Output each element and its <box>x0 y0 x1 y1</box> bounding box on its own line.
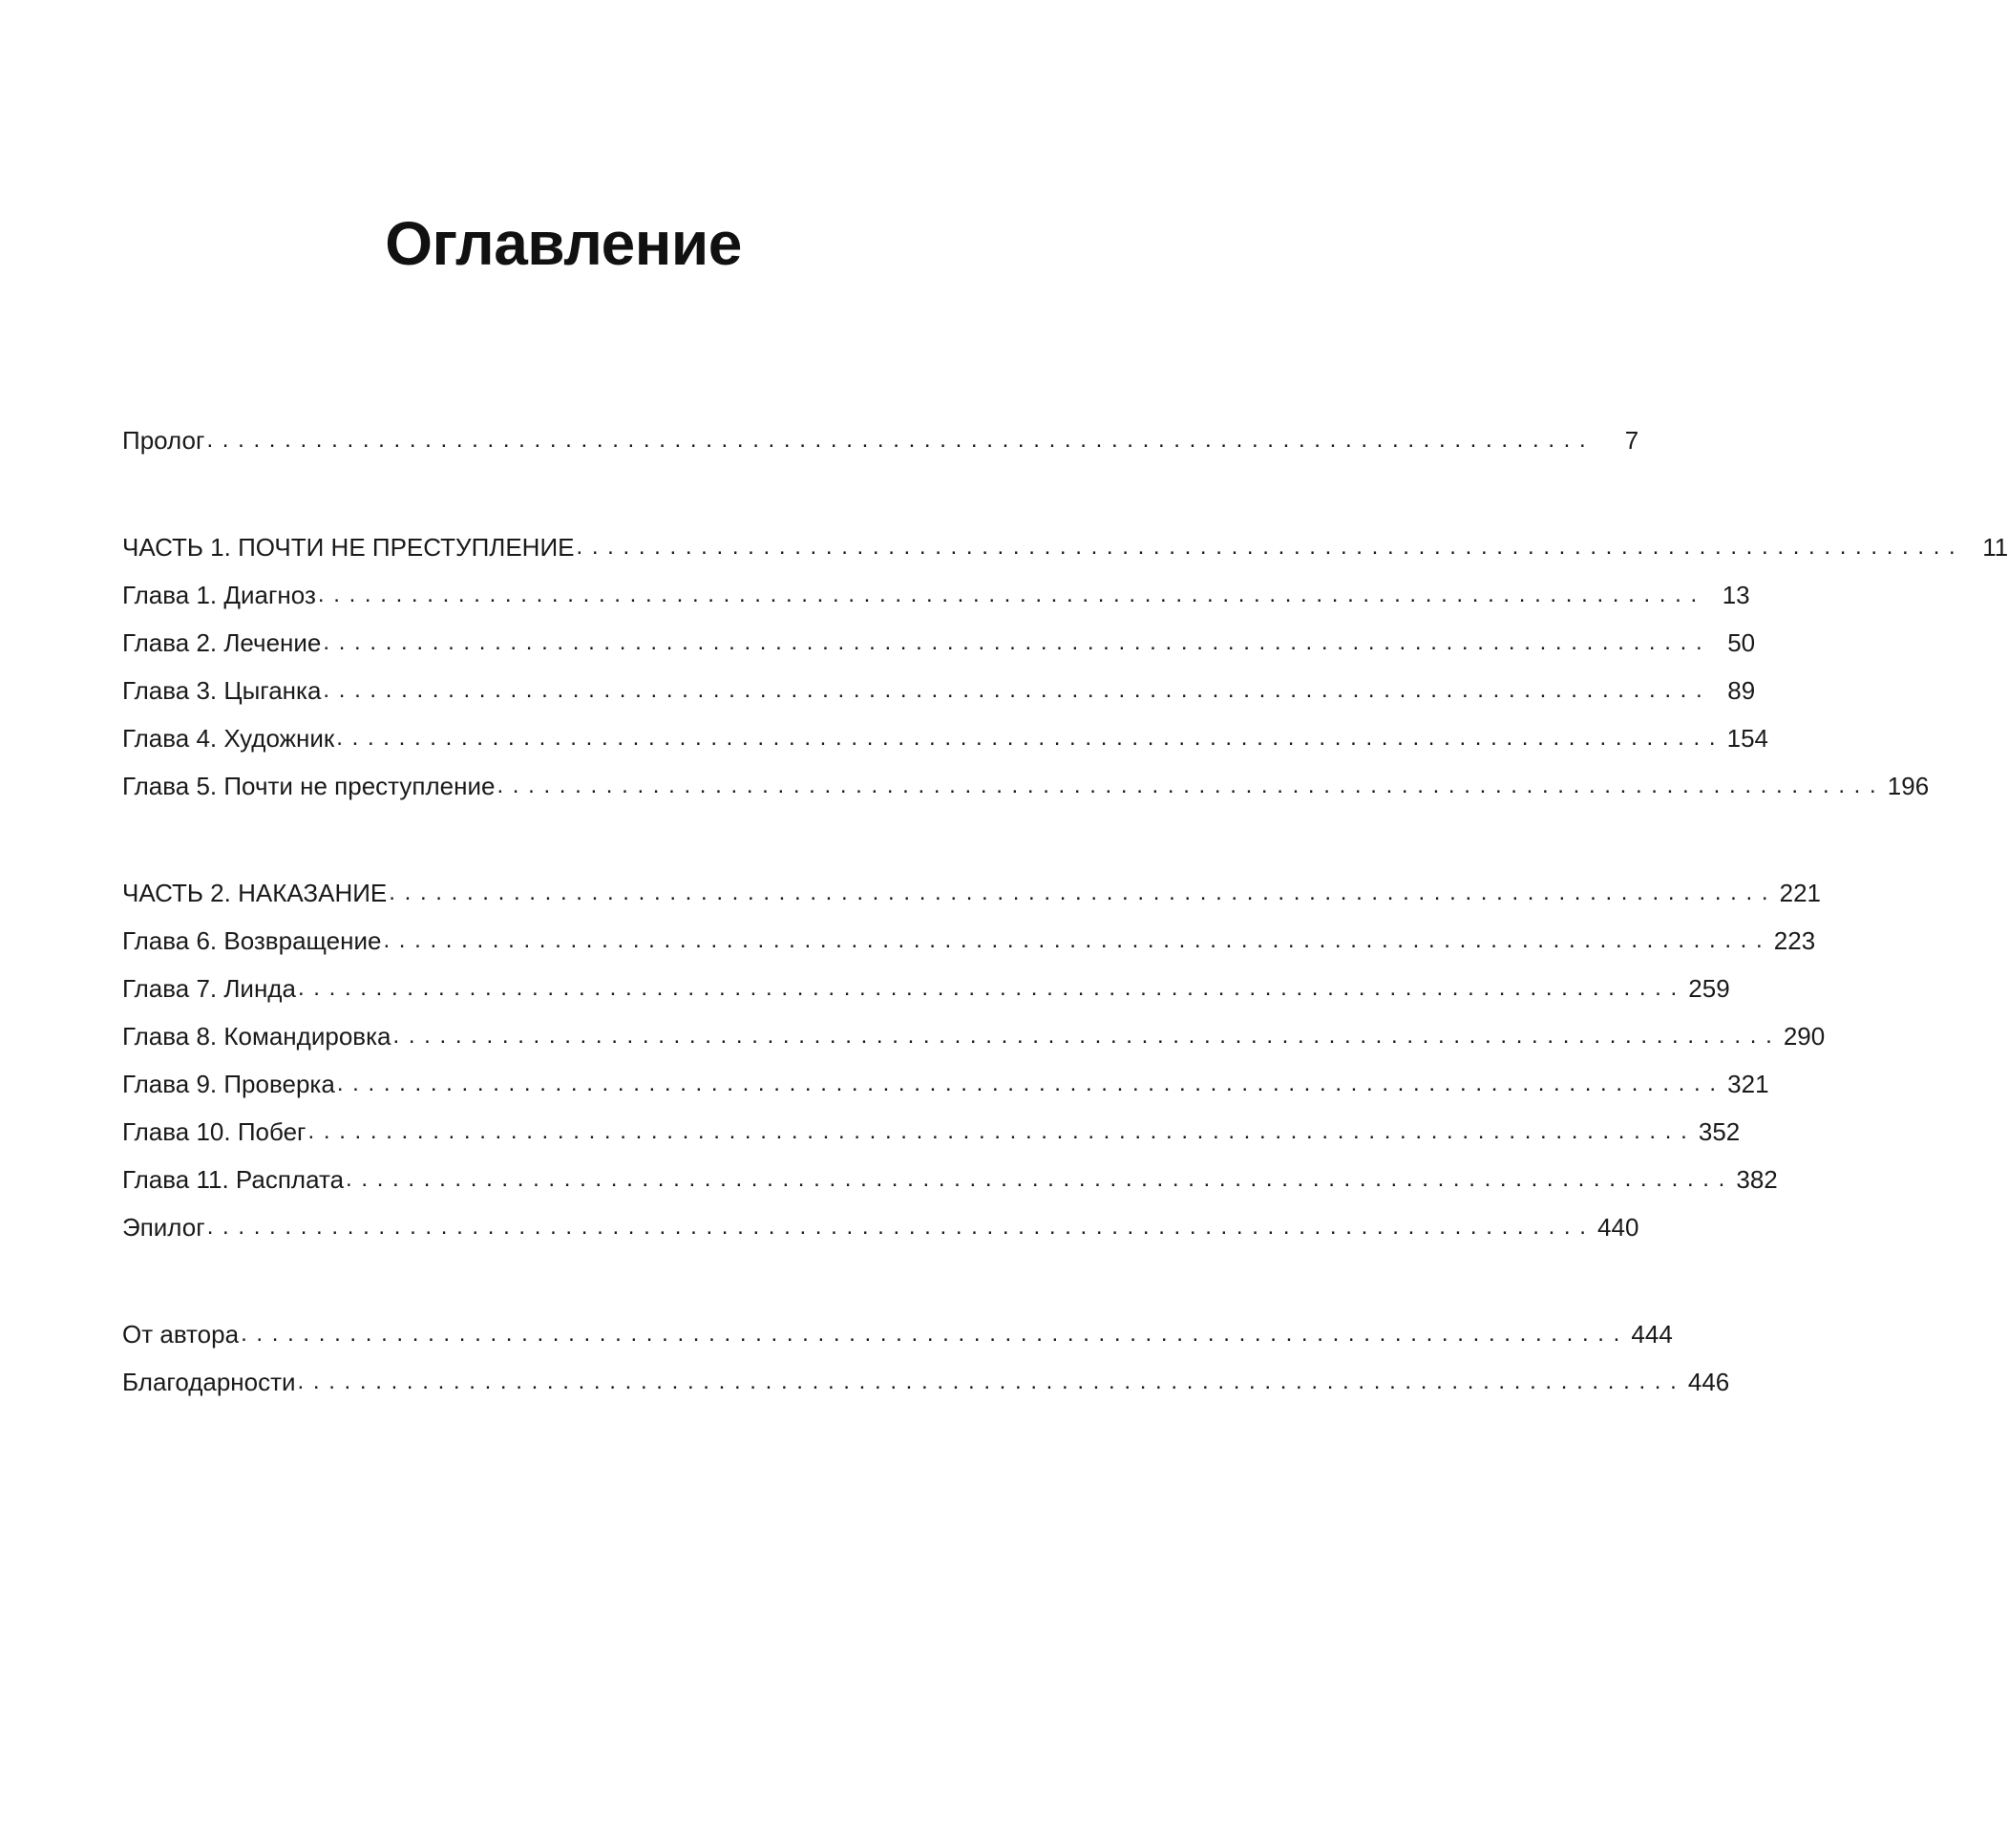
toc-entry[interactable] <box>122 1165 1778 1215</box>
toc-entry-page-number: 89 <box>1727 676 1756 705</box>
toc-entry-label: Глава 9. Проверка <box>122 1070 335 1098</box>
toc-leader-dots: . . . . . . . . . . . . . . . . . . . . . . . . . . . . . . . . . . . . . . . . . . . . . . . . . . . . . . . . . . . . . . . . . . . . . . . . . . . . . . . . . . . . . . . . . <box>241 1321 1621 1347</box>
toc-entry[interactable] <box>122 926 1816 976</box>
toc-entry-page-number: 50 <box>1727 628 1756 657</box>
toc-entry-label: Пролог <box>122 426 205 455</box>
toc-group-back-matter-group <box>122 1320 1730 1417</box>
toc-entry-label: Глава 6. Возвращение <box>122 926 382 955</box>
table-of-contents <box>122 426 2008 1417</box>
toc-entry-label: ЧАСТЬ 2. НАКАЗАНИЕ <box>122 879 388 907</box>
toc-entry[interactable] <box>122 426 1639 476</box>
toc-entry[interactable] <box>122 581 1750 630</box>
toc-leader-dots: . . . . . . . . . . . . . . . . . . . . . . . . . . . . . . . . . . . . . . . . . . . . . . . . . . . . . . . . . . . . . . . . . . . . . . . . . . . . . . . . . . . . . . . . . <box>206 427 1588 453</box>
toc-leader-dots: . . . . . . . . . . . . . . . . . . . . . . . . . . . . . . . . . . . . . . . . . . . . . . . . . . . . . . . . . . . . . . . . . . . . . . . . . . . . . . . . . . . . . . . . . <box>392 1023 1774 1049</box>
toc-entry[interactable] <box>122 879 1821 928</box>
toc-leader-dots: . . . . . . . . . . . . . . . . . . . . . . . . . . . . . . . . . . . . . . . . . . . . . . . . . . . . . . . . . . . . . . . . . . . . . . . . . . . . . . . . . . . . . . . . . <box>206 1214 1588 1240</box>
toc-entry-label: Глава 11. Расплата <box>122 1165 345 1194</box>
toc-entry-label: Глава 10. Побег <box>122 1117 306 1146</box>
toc-leader-dots: . . . . . . . . . . . . . . . . . . . . . . . . . . . . . . . . . . . . . . . . . . . . . . . . . . . . . . . . . . . . . . . . . . . . . . . . . . . . . . . . . . . . . . . . . <box>497 773 1878 798</box>
toc-entry-page-number: 440 <box>1597 1213 1639 1242</box>
toc-entry-label: Глава 7. Линда <box>122 974 296 1003</box>
toc-entry[interactable] <box>122 1368 1730 1417</box>
toc-leader-dots: . . . . . . . . . . . . . . . . . . . . . . . . . . . . . . . . . . . . . . . . . . . . . . . . . . . . . . . . . . . . . . . . . . . . . . . . . . . . . . . . . . . . . . . . . <box>389 880 1769 905</box>
toc-entry-page-number: 259 <box>1688 974 1730 1003</box>
toc-entry[interactable] <box>122 1022 1826 1072</box>
toc-group-part-1-group <box>122 533 2008 821</box>
toc-entry-page-number: 223 <box>1773 926 1816 955</box>
toc-entry-page-number: 154 <box>1726 724 1768 753</box>
toc-entry-label: Глава 8. Командировка <box>122 1022 391 1051</box>
toc-entry-label: Глава 1. Диагноз <box>122 581 316 609</box>
toc-leader-dots: . . . . . . . . . . . . . . . . . . . . . . . . . . . . . . . . . . . . . . . . . . . . . . . . . . . . . . . . . . . . . . . . . . . . . . . . . . . . . . . . . . . . . . . . . <box>346 1166 1726 1192</box>
toc-entry-label: Глава 5. Почти не преступление <box>122 772 496 800</box>
toc-entry-page-number: 382 <box>1736 1165 1778 1194</box>
toc-entry[interactable] <box>122 628 1756 678</box>
toc-group-prolog-group <box>122 426 1639 476</box>
toc-group-part-2-group <box>122 879 1826 1263</box>
toc-entry[interactable] <box>122 1070 1769 1119</box>
toc-entry-page-number: 7 <box>1624 426 1639 455</box>
toc-entry[interactable] <box>122 1320 1673 1370</box>
toc-entry[interactable] <box>122 1117 1741 1167</box>
toc-group-gap <box>122 821 924 881</box>
toc-leader-dots: . . . . . . . . . . . . . . . . . . . . . . . . . . . . . . . . . . . . . . . . . . . . . . . . . . . . . . . . . . . . . . . . . . . . . . . . . . . . . . . . . . . . . . . . . <box>297 1369 1679 1394</box>
toc-entry-page-number: 13 <box>1722 581 1750 609</box>
toc-entry-page-number: 11 <box>1982 533 2008 562</box>
toc-leader-dots: . . . . . . . . . . . . . . . . . . . . . . . . . . . . . . . . . . . . . . . . . . . . . . . . . . . . . . . . . . . . . . . . . . . . . . . . . . . . . . . . . . . . . . . . . <box>323 677 1704 703</box>
toc-entry[interactable] <box>122 724 1768 774</box>
toc-entry-page-number: 196 <box>1887 772 1930 800</box>
toc-entry[interactable] <box>122 1213 1639 1263</box>
toc-leader-dots: . . . . . . . . . . . . . . . . . . . . . . . . . . . . . . . . . . . . . . . . . . . . . . . . . . . . . . . . . . . . . . . . . . . . . . . . . . . . . . . . . . . . . . . . . <box>323 629 1704 655</box>
toc-entry[interactable] <box>122 676 1756 726</box>
toc-entry-label: ЧАСТЬ 1. ПОЧТИ НЕ ПРЕСТУПЛЕНИЕ <box>122 533 575 562</box>
toc-entry-label: Эпилог <box>122 1213 205 1242</box>
toc-leader-dots: . . . . . . . . . . . . . . . . . . . . . . . . . . . . . . . . . . . . . . . . . . . . . . . . . . . . . . . . . . . . . . . . . . . . . . . . . . . . . . . . . . . . . . . . . <box>383 927 1765 953</box>
toc-entry[interactable] <box>122 974 1730 1024</box>
toc-entry-label: Глава 2. Лечение <box>122 628 322 657</box>
page-title: Оглавление <box>385 209 742 278</box>
toc-entry-page-number: 290 <box>1783 1022 1826 1051</box>
toc-entry-label: Глава 4. Художник <box>122 724 335 753</box>
toc-entry-page-number: 352 <box>1698 1117 1741 1146</box>
toc-leader-dots: . . . . . . . . . . . . . . . . . . . . . . . . . . . . . . . . . . . . . . . . . . . . . . . . . . . . . . . . . . . . . . . . . . . . . . . . . . . . . . . . . . . . . . . . . <box>336 725 1717 751</box>
toc-leader-dots: . . . . . . . . . . . . . . . . . . . . . . . . . . . . . . . . . . . . . . . . . . . . . . . . . . . . . . . . . . . . . . . . . . . . . . . . . . . . . . . . . . . . . . . . . <box>307 1118 1689 1144</box>
toc-entry[interactable] <box>122 772 1930 821</box>
toc-entry-page-number: 446 <box>1687 1368 1730 1396</box>
toc-entry-label: От автора <box>122 1320 240 1349</box>
toc-entry-label: Глава 3. Цыганка <box>122 676 322 705</box>
toc-entry-page-number: 221 <box>1779 879 1821 907</box>
toc-entry-label: Благодарности <box>122 1368 296 1396</box>
toc-entry[interactable] <box>122 533 2008 583</box>
toc-leader-dots: . . . . . . . . . . . . . . . . . . . . . . . . . . . . . . . . . . . . . . . . . . . . . . . . . . . . . . . . . . . . . . . . . . . . . . . . . . . . . . . . . . . . . . . . . <box>317 582 1699 607</box>
toc-group-gap <box>122 476 924 535</box>
toc-entry-page-number: 321 <box>1727 1070 1769 1098</box>
toc-leader-dots: . . . . . . . . . . . . . . . . . . . . . . . . . . . . . . . . . . . . . . . . . . . . . . . . . . . . . . . . . . . . . . . . . . . . . . . . . . . . . . . . . . . . . . . . . <box>297 975 1679 1001</box>
toc-leader-dots: . . . . . . . . . . . . . . . . . . . . . . . . . . . . . . . . . . . . . . . . . . . . . . . . . . . . . . . . . . . . . . . . . . . . . . . . . . . . . . . . . . . . . . . . . <box>336 1071 1718 1096</box>
toc-entry-page-number: 444 <box>1631 1320 1673 1349</box>
toc-group-gap <box>122 1263 924 1322</box>
toc-leader-dots: . . . . . . . . . . . . . . . . . . . . . . . . . . . . . . . . . . . . . . . . . . . . . . . . . . . . . . . . . . . . . . . . . . . . . . . . . . . . . . . . . . . . . . . . . <box>576 534 1957 560</box>
